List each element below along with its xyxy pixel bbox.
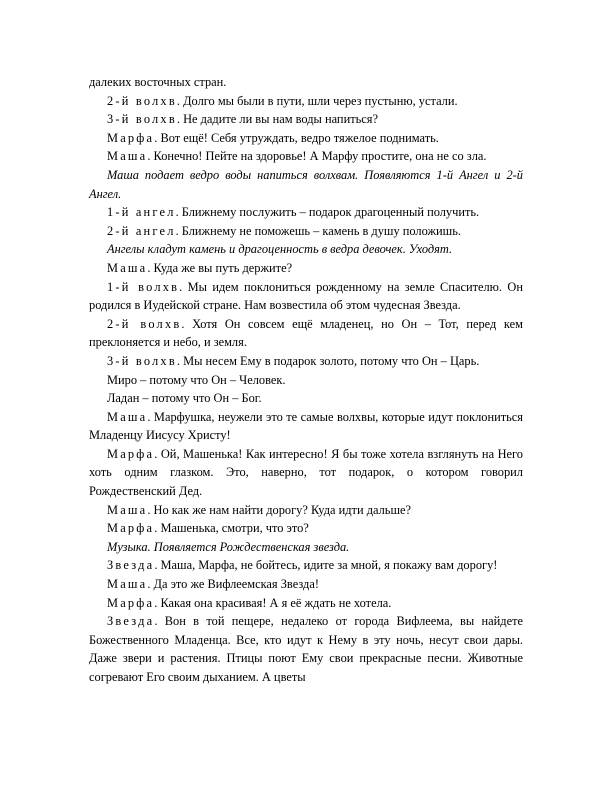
stage-direction <box>89 240 523 259</box>
paragraph-text: . Какая она красивая! А я её ждать не хотела. <box>154 595 392 610</box>
speaker-name: Марфа <box>107 446 155 461</box>
paragraph-text: . Вон в той пещере, недалеко от города Вифлеема, вы найдете Божественного Младенца. Все, кто идут к Нему в эту ночь, несут свои дары. Даже звери и растения. Птицы поют Ему свои прекрасные песни. Животные согревают Его своим дыханием. А цветы <box>89 614 523 684</box>
dialogue-line <box>89 389 523 408</box>
paragraph-text: . Конечно! Пейте на здоровье! А Марфу простите, она не со зла. <box>147 149 487 164</box>
speaker-name: 1-й ангел <box>107 205 176 220</box>
dialogue-line <box>89 222 523 241</box>
dialogue-line <box>89 556 523 575</box>
speaker-name: 2-й волхв <box>107 93 177 108</box>
paragraph-text: . Ближнему не поможешь – камень в душу положишь. <box>175 223 461 238</box>
speaker-name: Маша <box>107 260 148 275</box>
speaker-name: Марфа <box>107 595 155 610</box>
dialogue-line <box>89 352 523 371</box>
dialogue-line <box>89 519 523 538</box>
dialogue-line <box>89 203 523 222</box>
paragraph-text: . Машенька, смотри, что это? <box>154 521 309 536</box>
dialogue-line <box>89 92 523 111</box>
speaker-name: Звезда <box>107 614 155 629</box>
paragraph-text: Миро – потому что Он – Человек. <box>107 372 286 387</box>
paragraph-text: далеких восточных стран. <box>89 75 227 89</box>
dialogue-line <box>89 315 523 352</box>
paragraph-text: . Но как же нам найти дорогу? Куда идти дальше? <box>147 502 411 517</box>
dialogue-line <box>89 110 523 129</box>
speaker-name: Маша <box>107 502 148 517</box>
dialogue-line <box>89 575 523 594</box>
speaker-name: 2-й волхв <box>107 316 182 331</box>
paragraph-text: . Не дадите ли вы нам воды напиться? <box>176 112 378 127</box>
paragraph-text: . Маша, Марфа, не бойтесь, идите за мной, я покажу вам дорогу! <box>154 558 498 573</box>
dialogue-line <box>89 445 523 501</box>
stage-direction <box>89 538 523 557</box>
paragraph-text: . Хотя Он совсем ещё младенец, но Он – Тот, перед кем преклоняется и небо, и земля. <box>89 316 523 350</box>
dialogue-line <box>89 408 523 445</box>
paragraph-text: Маша подает ведро воды напиться волхвам. Появляются 1-й Ангел и 2-й Ангел. <box>89 167 523 201</box>
dialogue-line <box>89 129 523 148</box>
dialogue-line <box>89 278 523 315</box>
paragraph-text: . Ой, Машенька! Как интересно! Я бы тоже хотела взглянуть на Него хоть одним глазком. Это, наверно, тот подарок, о котором говорил Рождественский Дед. <box>89 446 523 499</box>
dialogue-line <box>89 73 523 92</box>
speaker-name: Звезда <box>107 558 155 573</box>
dialogue-line <box>89 259 523 278</box>
paragraph-text: Ангелы кладут камень и драгоценность в ведра девочек. Уходят. <box>107 242 453 257</box>
speaker-name: 1-й волхв <box>107 279 180 294</box>
speaker-name: 2-й ангел <box>107 223 176 238</box>
dialogue-line <box>89 147 523 166</box>
speaker-name: Маша <box>107 409 148 424</box>
dialogue-line <box>89 594 523 613</box>
paragraph-text: . Да это же Вифлеемская Звезда! <box>147 577 319 592</box>
paragraph-text: . Мы несем Ему в подарок золото, потому что Он – Царь. <box>176 353 480 368</box>
speaker-name: 3-й волхв <box>107 112 177 127</box>
speaker-name: Марфа <box>107 521 155 536</box>
speaker-name: Маша <box>107 577 148 592</box>
paragraph-text: . Ближнему послужить – подарок драгоценный получить. <box>175 205 480 220</box>
dialogue-line <box>89 371 523 390</box>
speaker-name: Маша <box>107 149 148 164</box>
paragraph-text: Музыка. Появляется Рождественская звезда. <box>107 539 350 554</box>
speaker-name: Марфа <box>107 130 155 145</box>
paragraph-text: Ладан – потому что Он – Бог. <box>107 391 262 406</box>
paragraph-text: . Вот ещё! Себя утруждать, ведро тяжелое поднимать. <box>154 130 439 145</box>
stage-direction <box>89 166 523 203</box>
dialogue-line <box>89 612 523 686</box>
paragraph-text: . Долго мы были в пути, шли через пустыню, устали. <box>176 93 458 108</box>
dialogue-line <box>89 501 523 520</box>
speaker-name: 3-й волхв <box>107 353 177 368</box>
paragraph-text: . Куда же вы путь держите? <box>147 260 293 275</box>
document-page <box>89 73 523 687</box>
paragraph-text: . Марфушка, неужели это те самые волхвы, которые идут поклониться Младенцу Иисусу Христу! <box>89 409 523 443</box>
paragraph-text: . Мы идем поклониться рожденному на земле Спасителю. Он родился в Иудейской стране. Нам возвестила об этом чудесная Звезда. <box>89 279 523 313</box>
